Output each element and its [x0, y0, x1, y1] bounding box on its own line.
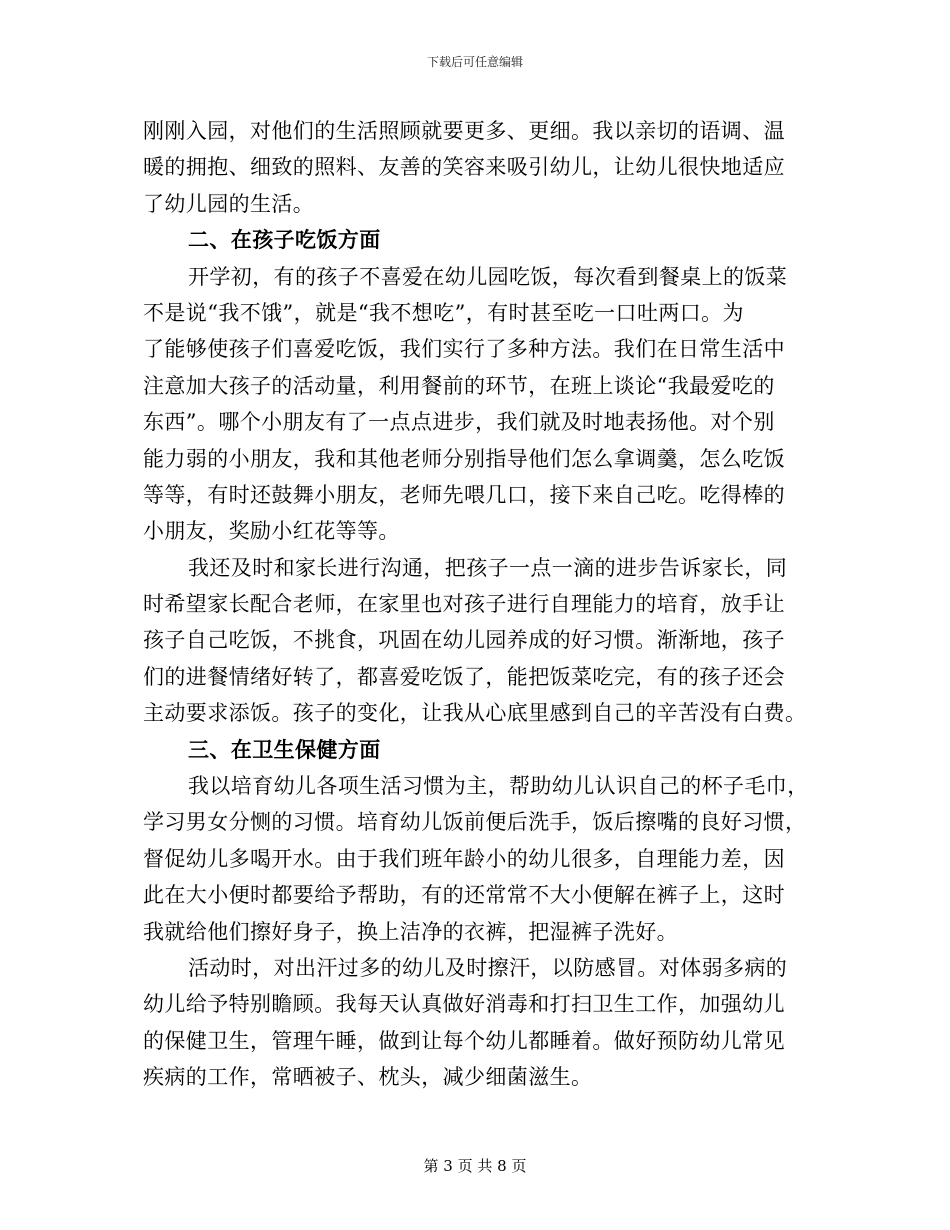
paragraph-line: 时希望家长配合老师，在家里也对孩子进行自理能力的培育，放手让: [143, 592, 785, 617]
paragraph-line: 督促幼儿多喝开水。由于我们班年龄小的幼儿很多，自理能力差，因: [143, 846, 785, 871]
paragraph-line: 孩子自己吃饭，不挑食，巩固在幼儿园养成的好习惯。渐渐地，孩子: [143, 628, 785, 653]
paragraph-line: 主动要求添饭。孩子的变化，让我从心底里感到自己的辛苦没有白费。: [143, 701, 807, 726]
document-body: [143, 113, 809, 1096]
paragraph-line: 的保健卫生，管理午睡，做到让每个幼儿都睡着。做好预防幼儿常见: [143, 1028, 785, 1053]
paragraph-line: 学习男女分恻的习惯。培育幼儿饭前便后洗手，饭后擦嘴的良好习惯，: [143, 810, 807, 835]
page-footer: 第 3 页 共 8 页: [423, 1157, 527, 1175]
page-header: 下载后可任意编辑: [426, 55, 523, 69]
paragraph-line: 等等，有时还鼓舞小朋友，老师先喂几口，接下来自己吃。吃得棒的: [143, 482, 785, 507]
paragraph-first-line: 我以培育幼儿各项生活习惯为主，帮助幼儿认识自己的杯子毛巾，: [188, 774, 809, 799]
paragraph-line: 能力弱的小朋友，我和其他老师分别指导他们怎么拿调羹，怎么吃饭: [143, 446, 785, 471]
paragraph-line: 刚刚入园，对他们的生活照顾就要更多、更细。我以亲切的语调、温: [143, 119, 785, 143]
paragraph-line: 不是说“我不饿”，就是“我不想吃”，有时甚至吃一口吐两口。为: [143, 300, 744, 325]
paragraph-line: 幼儿给予特别瞻顾。我每天认真做好消毒和打扫卫生工作，加强幼儿: [143, 992, 785, 1017]
paragraph-line: 疾病的工作，常晒被子、枕头，减少细菌滋生。: [143, 1065, 593, 1090]
paragraph-line: 了幼儿园的生活。: [143, 191, 315, 216]
paragraph-line: 们的进餐情绪好转了，都喜爱吃饭了，能把饭菜吃完，有的孩子还会: [143, 664, 785, 689]
paragraph-line: 暖的拥抱、细致的照料、友善的笑容来吸引幼儿，让幼儿很快地适应: [143, 155, 785, 180]
paragraph-line: 我就给他们擦好身子，换上洁净的衣裤，把湿裤子洗好。: [143, 919, 678, 944]
paragraph-line: 东西”。哪个小朋友有了一点点进步，我们就及时地表扬他。对个别: [143, 410, 775, 435]
paragraph-line: 小朋友，奖励小红花等等。: [143, 519, 400, 544]
paragraph-line: 了能够使孩子们喜爱吃饭，我们实行了多种方法。我们在日常生活中: [143, 337, 785, 362]
paragraph-first-line: 我还及时和家长进行沟通，把孩子一点一滴的进步告诉家长，同: [188, 555, 788, 580]
paragraph-first-line: 开学初，有的孩子不喜爱在幼儿园吃饭，每次看到餐桌上的饭菜: [188, 264, 788, 289]
section-heading: 二、在孩子吃饭方面: [188, 227, 381, 253]
paragraph-first-line: 活动时，对出汗过多的幼儿及时擦汗，以防感冒。对体弱多病的: [188, 955, 788, 980]
paragraph-line: 注意加大孩子的活动量，利用餐前的环节，在班上谈论“我最爱吃的: [143, 373, 775, 398]
section-heading: 三、在卫生保健方面: [188, 736, 381, 762]
paragraph-line: 此在大小便时都要给予帮助，有的还常常不大小便解在裤子上，这时: [143, 883, 785, 908]
